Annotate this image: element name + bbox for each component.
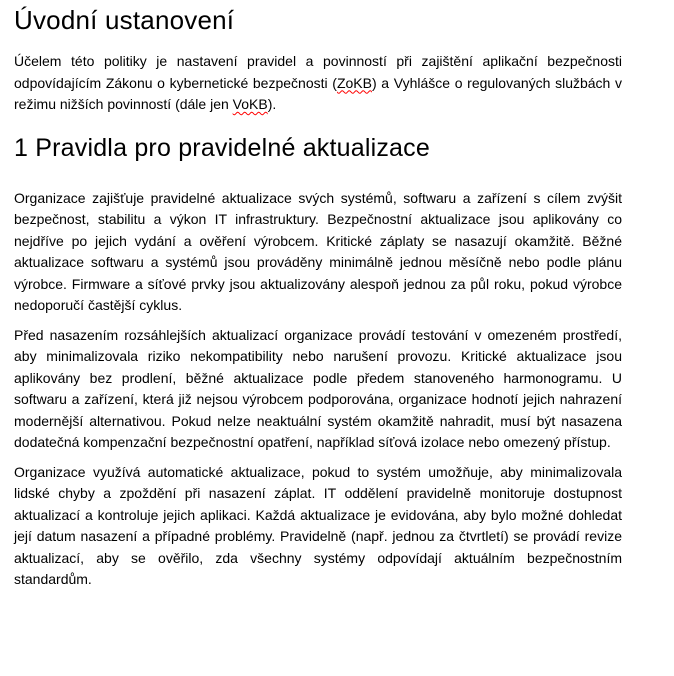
section-paragraph-updates: Organizace zajišťuje pravidelné aktualizace svých systémů, softwaru a zařízení s cílem zvýšit bezpečnost, stabilitu a výkon IT infrastruktury. Bezpečnostní aktualizace jsou aplikovány co nejdříve po jejich vydání a ověření výrobcem. Kritické záplaty se nasazují okamžitě. Běžné aktualizace softwaru a systémů jsou prováděny minimálně jednou měsíčně nebo podle plánu výrobce. Firmware a síťové prvky jsou aktualizovány alespoň jednou za půl roku, pokud výrobce nedoporučí častější cyklus. <box>14 189 622 313</box>
document-title: Úvodní ustanovení <box>14 5 235 35</box>
section-paragraph-testing: Před nasazením rozsáhlejších aktualizací organizace provádí testování v omezeném prostředí, aby minimalizovala riziko nekompatibility nebo narušení provozu. Kritické aktualizace jsou aplikovány bez prodlení, běžné aktualizace podle předem stanoveného harmonogramu. U softwaru a zařízení, která již nejsou výrobcem podporována, organizace hodnotí jejich nahrazení modernější alternativou. Pokud nelze neaktuální systém okamžitě nahradit, musí být nasazena dodatečná kompenzační bezpečnostní opatření, například síťová izolace nebo omezený přístup. <box>14 326 622 450</box>
intro-text-part3: ). <box>267 96 277 112</box>
intro-text-part1: Účelem této politiky je nastavení pravidel a povinností při zajištění aplikační bezpečnosti odpovídajícím Zákonu o kybernetické bezpečnosti ( <box>14 53 622 91</box>
spellcheck-term-vokb: VoKB <box>232 96 268 112</box>
intro-paragraph <box>14 51 622 116</box>
section-heading: 1 Pravidla pro pravidelné aktualizace <box>14 133 430 162</box>
section-paragraph-automation: Organizace využívá automatické aktualizace, pokud to systém umožňuje, aby minimalizovala lidské chyby a zpoždění při nasazení záplat. IT oddělení pravidelně monitoruje dostupnost aktualizací a kontroluje jejich aplikaci. Každá aktualizace je evidována, aby bylo možné dohledat její datum nasazení a případné problémy. Pravidelně (např. jednou za čtvrtletí) se provádí revize aktualizací, aby se ověřilo, zda všechny systémy odpovídají aktuálním bezpečnostním standardům. <box>14 463 622 587</box>
spellcheck-term-zokb: ZoKB <box>336 74 372 91</box>
intro-text-part2: ) a Vyhlášce o regulovaných službách v režimu nižších povinností (dále jen <box>14 74 623 112</box>
